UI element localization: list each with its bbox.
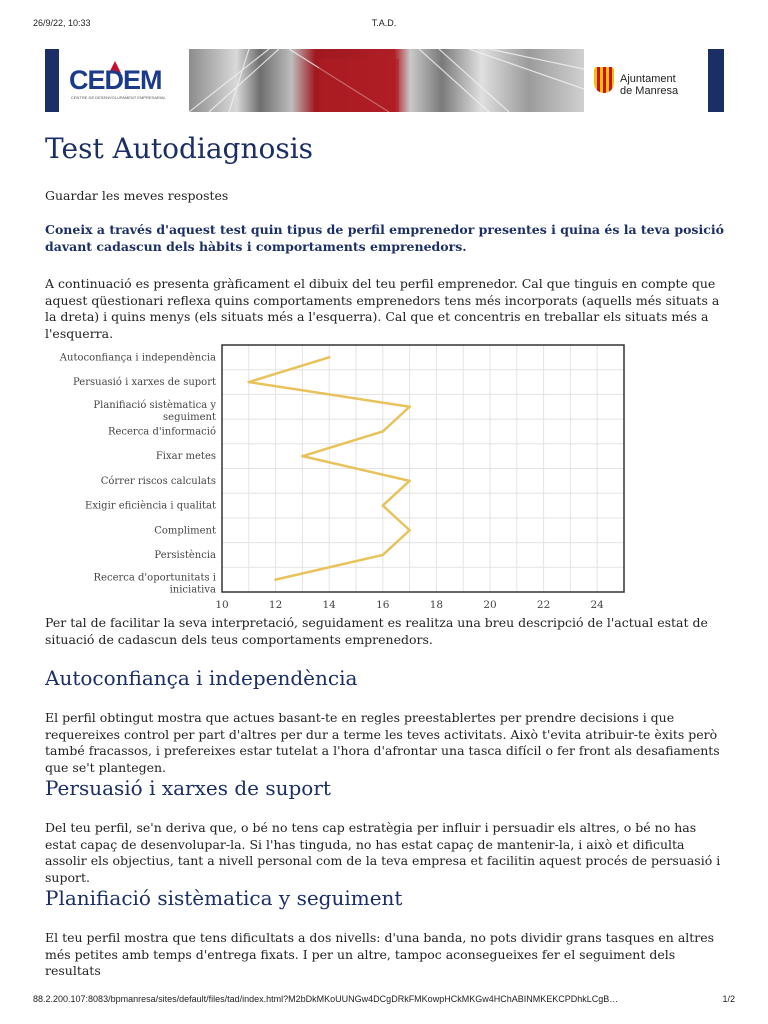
- ajuntament-logo-text: [620, 73, 678, 97]
- data-point: [382, 430, 385, 433]
- cedem-logo[interactable]: [59, 49, 189, 112]
- page-title: Test Autodiagnosis: [45, 132, 314, 165]
- x-tick-label: 24: [590, 599, 604, 611]
- y-tick-label: Fixar metes: [155, 451, 216, 463]
- y-tick-label: Córrer riscos calculats: [100, 475, 216, 487]
- data-point: [248, 381, 251, 384]
- ajuntament-logo[interactable]: [584, 49, 708, 112]
- x-tick-label: 14: [322, 599, 336, 611]
- x-tick-label: 16: [376, 599, 390, 611]
- section-heading: Autoconfiança i independència: [45, 666, 358, 690]
- data-point: [408, 529, 411, 532]
- data-point: [408, 480, 411, 483]
- data-point: [382, 554, 385, 557]
- x-tick-label: 22: [536, 599, 551, 611]
- section-heading: Planifiació sistèmatica y seguiment: [45, 886, 403, 910]
- x-tick-label: 20: [483, 599, 497, 611]
- section-text: El perfil obtingut mostra que actues basant-te en regles preestablertes per prendre decisions i que requereixes control per part d'altres per dur a terme les teves activitats. Això t'evita atribuir-te èxits però també fracassos, i prefereixes estar tutelat a l'hora d'afrontar una tasca difícil o fer front als desafiaments que se't plantegen.: [45, 710, 720, 775]
- print-footer: [0, 994, 768, 1008]
- architecture-image: [189, 49, 584, 112]
- y-tick-label: Planifiació sistèmatica y seguiment: [93, 399, 216, 423]
- banner-left-bar: [45, 49, 59, 112]
- y-tick-label: Recerca d'informació: [107, 426, 216, 438]
- after-chart-text: Per tal de facilitar la seva interpretació, seguidament es realitza una breu descripció de l'actual estat de situació de cadascun dels teus comportaments emprenedors.: [45, 615, 708, 647]
- data-point: [408, 405, 411, 408]
- data-point: [328, 356, 331, 359]
- print-url: 88.2.200.107:8083/bpmanresa/sites/default/files/tad/index.html?M2bDkMKoUUNGw4DCgDRkFMKowpHCkMKGw4HChABINMKEKCPDhkLCgB…: [33, 994, 619, 1004]
- intro-bold-text: Coneix a través d'aquest test quin tipus de perfil emprenedor presentes i quina és la teva posició davant cadascun dels hàbits i comportaments emprenedors.: [45, 222, 724, 254]
- y-tick-label: Recerca d'oportunitats i iniciativa: [93, 572, 216, 596]
- manresa-shield-icon: [594, 67, 614, 93]
- x-tick-label: 12: [268, 599, 283, 611]
- ajuntament-line2: de Manresa: [620, 85, 679, 97]
- print-title: T.A.D.: [371, 18, 397, 28]
- x-tick-label: 18: [429, 599, 444, 611]
- section-heading: Persuasió i xarxes de suport: [45, 776, 331, 800]
- cedem-logo-text: CEDEM: [69, 65, 162, 95]
- print-date: 26/9/22, 10:33: [33, 18, 91, 28]
- print-page-number: 1/2: [722, 994, 735, 1004]
- intro-description: A continuació es presenta gràficament el dibuix del teu perfil emprenedor. Cal que tinguis en compte que aquest qüestionari reflexa quins comportaments emprenedors tens més incorporats (aquells més situats a la dreta) i quins menys (els situats més a l'esquerra). Cal que et concentris en treballar els situats més a l'esquerra.: [45, 276, 720, 341]
- section-text: El teu perfil mostra que tens dificultats a dos nivells: d'una banda, no pots dividir grans tasques en altres més petites amb temps d'entrega fixats. I per un altre, tampoc aconsegueixes fer el seguiment dels resultats: [45, 930, 715, 978]
- data-point: [274, 578, 277, 581]
- section-text: Del teu perfil, se'n deriva que, o bé no tens cap estratègia per influir i persuadir els altres, o bé no has estat capaç de desenvolupar-la. Si l'has tinguda, no has estat capaç de mantenir-la, i això et dificulta assolir els objectius, tant a nivell personal com de la teva empresa et facilitin aquest procés de persuasió i suport.: [45, 820, 721, 885]
- data-point: [301, 455, 304, 458]
- y-tick-label: Persistència: [154, 549, 216, 561]
- y-tick-label: Compliment: [154, 525, 216, 537]
- site-banner: [45, 49, 724, 112]
- y-tick-label: Autoconfiança i independència: [59, 352, 216, 364]
- y-tick-label: Persuasió i xarxes de suport: [73, 377, 216, 389]
- profile-chart: [45, 338, 645, 613]
- data-point: [382, 504, 385, 507]
- cedem-logo-subtitle: CENTRE DE DESENVOLUPAMENT EMPRESARIAL: [71, 95, 166, 100]
- banner-right-bar: [708, 49, 724, 112]
- profile-chart-svg: [45, 338, 645, 613]
- save-answers-link[interactable]: Guardar les meves respostes: [45, 188, 229, 203]
- banner-photo: [189, 49, 584, 112]
- ajuntament-line1: Ajuntament: [620, 73, 676, 85]
- x-tick-label: 10: [215, 599, 229, 611]
- print-header: [0, 18, 768, 32]
- y-tick-label: Exigir eficiència i qualitat: [85, 500, 216, 512]
